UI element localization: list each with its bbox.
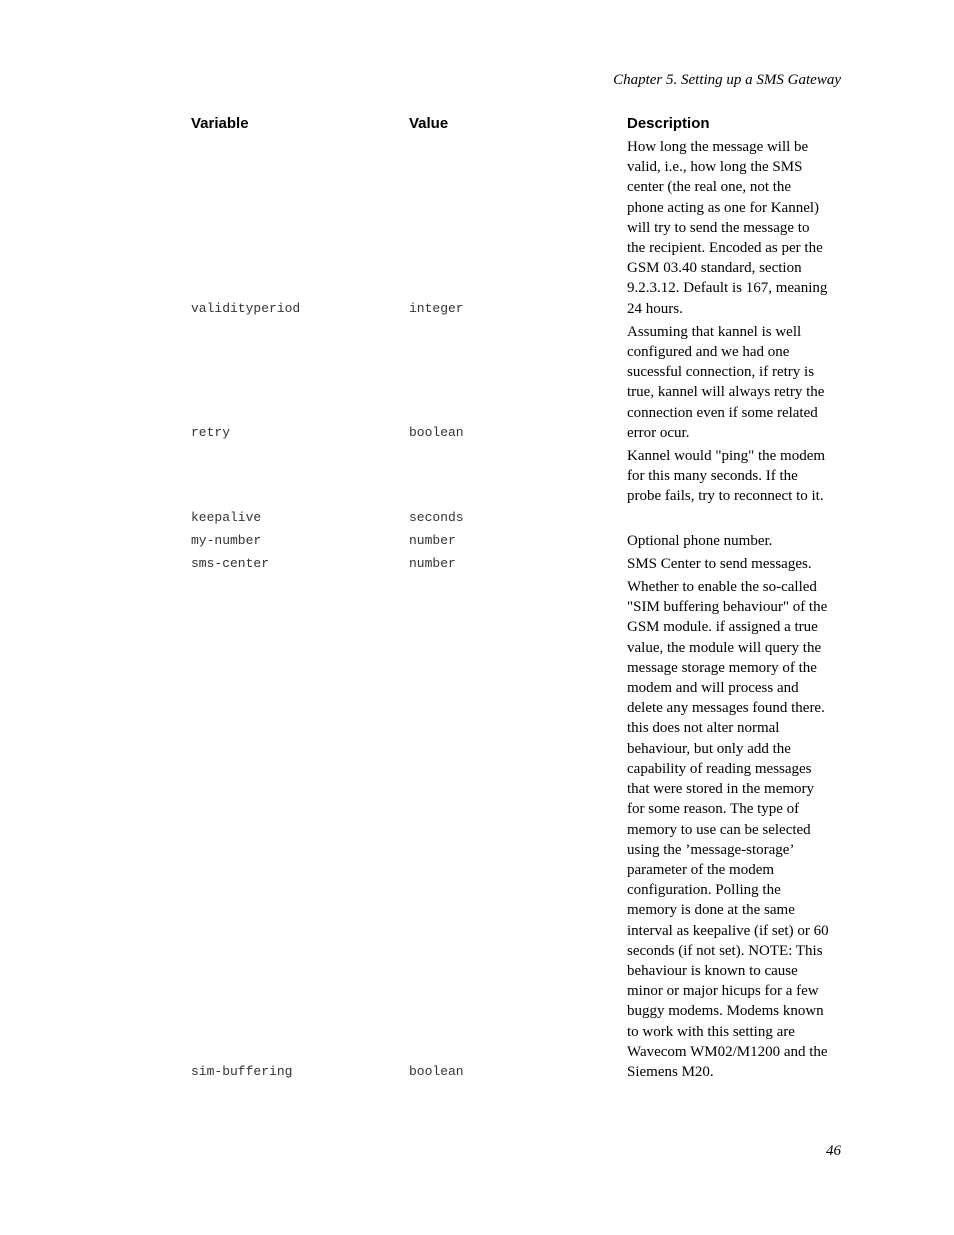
table-row-sim-buffering [191,577,841,1082]
table-header-row [191,114,841,134]
table-row-sms-center [191,554,841,574]
page-number: 46 [826,1143,841,1159]
table-row-retry [191,322,841,443]
running-header: Chapter 5. Setting up a SMS Gateway [613,72,841,88]
variable-cell: keepalive [191,509,262,525]
column-header-variable: Variable [191,115,249,132]
table-row-validityperiod [191,137,841,319]
description-cell-wrapper [627,446,841,528]
value-cell: number [409,532,456,548]
description-cell: SMS Center to send messages. [627,555,812,572]
variable-cell: validityperiod [191,300,301,316]
row-spacer [627,507,841,528]
variable-cell: sim-buffering [191,1064,293,1080]
table-row-keepalive [191,446,841,528]
value-cell: boolean [409,425,464,441]
column-header-value: Value [409,115,449,132]
description-cell: How long the message will be valid, i.e., how long the SMS center (the real one, not the phone acting as one for Kannel) will try to send the message to the recipient. Encoded as per the GSM 03.40 standard, section 9.2.3.12. Default is 167, meaning 24 hours. [627,139,828,317]
variable-cell: sms-center [191,556,270,572]
column-header-description: Description [627,115,710,132]
value-cell: integer [409,300,464,316]
value-cell: boolean [409,1064,464,1080]
description-cell: Whether to enable the so-called "SIM buffering behaviour" of the GSM module. if assigned a true value, the module will query the message storage memory of the modem and will process and delete any messages found there. this does not alter normal behaviour, but only add the capability of reading messages that were stored in the memory for some reason. The type of memory to use can be selected using the ’message-storage’ parameter of the modem configuration. Polling the memory is done at the same interval as keepalive (if set) or 60 seconds (if not set). NOTE: This behaviour is known to cause minor or major hicups for a few buggy modems. Modems known to work with this setting are Wavecom WM02/M1200 and the Siemens M20. [627,579,829,1080]
variable-cell: my-number [191,532,262,548]
description-cell: Kannel would "ping" the modem for this many seconds. If the probe fails, try to reconnect to it. [627,448,826,505]
value-cell: number [409,556,456,572]
config-table [191,114,841,1082]
variable-cell: retry [191,425,231,441]
value-cell: seconds [409,509,464,525]
table-row-my-number [191,531,841,551]
description-cell: Optional phone number. [627,532,773,549]
description-cell: Assuming that kannel is well configured and we had one sucessful connection, if retry is true, kannel will always retry the connection even if some related error ocur. [627,323,825,441]
